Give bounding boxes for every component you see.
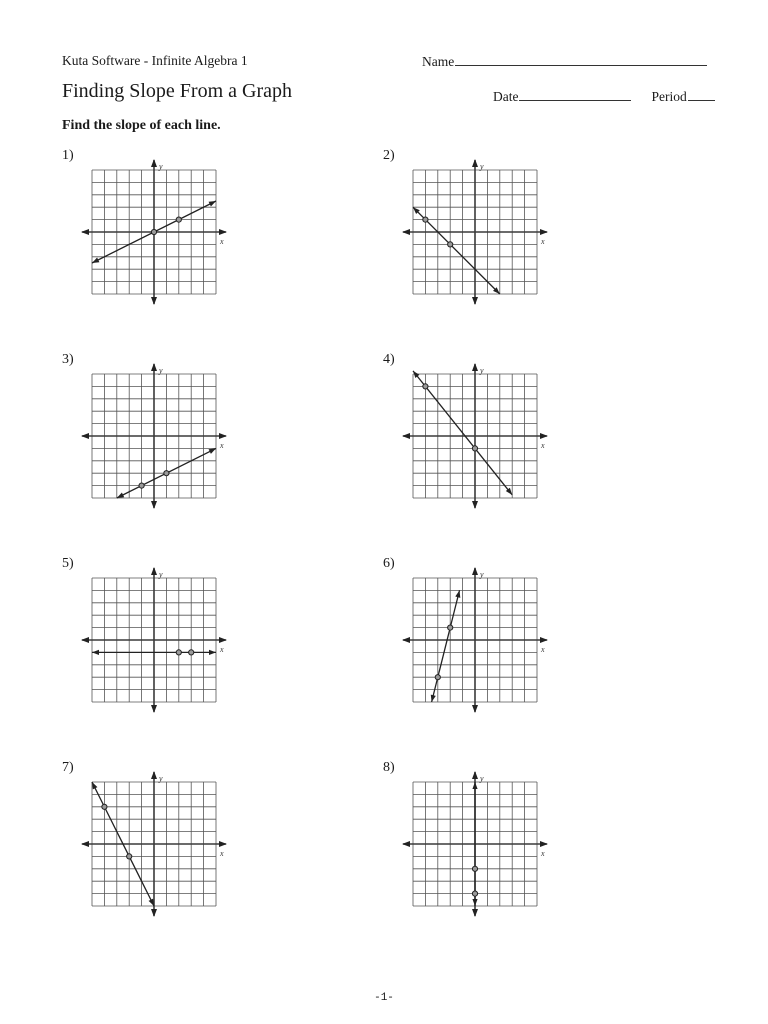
- y-axis-arrow-icon: [472, 909, 478, 917]
- line-arrow-icon: [431, 695, 436, 702]
- plotted-point: [139, 483, 144, 488]
- line-arrow-icon: [117, 493, 124, 498]
- x-axis-arrow-icon: [402, 229, 410, 235]
- line-arrow-icon: [149, 899, 154, 906]
- graph-svg: [80, 566, 228, 714]
- x-axis-arrow-icon: [402, 637, 410, 643]
- y-axis-arrow-icon: [151, 501, 157, 509]
- line-arrow-icon: [92, 782, 97, 789]
- name-label: Name: [422, 54, 455, 69]
- plotted-point: [435, 675, 440, 680]
- y-axis-arrow-icon: [472, 363, 478, 371]
- coordinate-graph: [80, 566, 228, 714]
- plotted-point: [164, 471, 169, 476]
- x-axis-arrow-icon: [402, 841, 410, 847]
- y-axis-arrow-icon: [151, 363, 157, 371]
- y-axis-label: y: [480, 366, 484, 375]
- x-axis-arrow-icon: [219, 433, 227, 439]
- coordinate-graph: [401, 158, 549, 306]
- x-axis-arrow-icon: [219, 229, 227, 235]
- y-axis-arrow-icon: [151, 909, 157, 917]
- problem-number: 1): [62, 148, 74, 163]
- problem-number: 3): [62, 352, 74, 367]
- graph-svg: [401, 362, 549, 510]
- plotted-point: [176, 217, 181, 222]
- line-arrow-icon: [209, 448, 216, 453]
- date-field[interactable]: [519, 88, 631, 101]
- plotted-point: [472, 891, 477, 896]
- period-field[interactable]: [688, 88, 715, 101]
- date-label: Date: [493, 89, 519, 104]
- worksheet-title: Finding Slope From a Graph: [62, 80, 292, 102]
- y-axis-arrow-icon: [472, 771, 478, 779]
- coordinate-graph: [80, 362, 228, 510]
- y-axis-arrow-icon: [472, 567, 478, 575]
- period-label: Period: [651, 89, 687, 104]
- y-axis-label: y: [480, 162, 484, 171]
- name-field-row: [422, 53, 707, 70]
- y-axis-arrow-icon: [151, 297, 157, 305]
- x-axis-arrow-icon: [81, 841, 89, 847]
- line-arrow-icon: [472, 899, 477, 906]
- x-axis-label: x: [220, 441, 224, 450]
- y-axis-label: y: [480, 570, 484, 579]
- graph-svg: [80, 770, 228, 918]
- x-axis-arrow-icon: [219, 637, 227, 643]
- y-axis-label: y: [159, 570, 163, 579]
- plotted-point: [448, 625, 453, 630]
- x-axis-label: x: [541, 441, 545, 450]
- y-axis-arrow-icon: [151, 567, 157, 575]
- problem-number: 6): [383, 556, 395, 571]
- y-axis-arrow-icon: [472, 159, 478, 167]
- plotted-point: [472, 866, 477, 871]
- plotted-point: [448, 242, 453, 247]
- line-arrow-icon: [209, 650, 216, 655]
- y-axis-label: y: [159, 162, 163, 171]
- y-axis-arrow-icon: [151, 159, 157, 167]
- graph-svg: [80, 158, 228, 306]
- line-arrow-icon: [455, 590, 460, 597]
- plotted-line: [432, 590, 460, 702]
- x-axis-arrow-icon: [540, 229, 548, 235]
- x-axis-label: x: [220, 237, 224, 246]
- x-axis-label: x: [541, 237, 545, 246]
- line-arrow-icon: [92, 258, 99, 263]
- plotted-point: [423, 384, 428, 389]
- plotted-point: [127, 854, 132, 859]
- date-period-row: [493, 88, 715, 105]
- graph-svg: [401, 566, 549, 714]
- y-axis-label: y: [159, 774, 163, 783]
- x-axis-label: x: [541, 849, 545, 858]
- problem-number: 4): [383, 352, 395, 367]
- x-axis-arrow-icon: [219, 841, 227, 847]
- line-arrow-icon: [92, 650, 99, 655]
- page-number: -1-: [374, 992, 394, 1004]
- line-arrow-icon: [472, 782, 477, 789]
- y-axis-arrow-icon: [472, 705, 478, 713]
- x-axis-arrow-icon: [540, 841, 548, 847]
- y-axis-label: y: [480, 774, 484, 783]
- coordinate-graph: [401, 566, 549, 714]
- x-axis-arrow-icon: [81, 433, 89, 439]
- publisher-label: Kuta Software - Infinite Algebra 1: [62, 53, 248, 68]
- plotted-point: [176, 650, 181, 655]
- problem-number: 7): [62, 760, 74, 775]
- y-axis-arrow-icon: [472, 501, 478, 509]
- graph-svg: [401, 158, 549, 306]
- x-axis-label: x: [220, 645, 224, 654]
- problem-number: 8): [383, 760, 395, 775]
- plotted-point: [472, 446, 477, 451]
- x-axis-arrow-icon: [540, 637, 548, 643]
- graph-svg: [401, 770, 549, 918]
- x-axis-arrow-icon: [540, 433, 548, 439]
- coordinate-graph: [80, 770, 228, 918]
- plotted-point: [102, 804, 107, 809]
- plotted-point: [151, 229, 156, 234]
- y-axis-arrow-icon: [151, 705, 157, 713]
- problem-number: 2): [383, 148, 395, 163]
- coordinate-graph: [80, 158, 228, 306]
- plotted-point: [189, 650, 194, 655]
- problem-number: 5): [62, 556, 74, 571]
- line-arrow-icon: [209, 201, 216, 206]
- x-axis-arrow-icon: [81, 229, 89, 235]
- name-field[interactable]: [455, 53, 707, 66]
- x-axis-label: x: [541, 645, 545, 654]
- instructions: Find the slope of each line.: [62, 118, 221, 133]
- y-axis-arrow-icon: [151, 771, 157, 779]
- plotted-point: [423, 217, 428, 222]
- graph-svg: [80, 362, 228, 510]
- y-axis-label: y: [159, 366, 163, 375]
- x-axis-arrow-icon: [81, 637, 89, 643]
- y-axis-arrow-icon: [472, 297, 478, 305]
- x-axis-label: x: [220, 849, 224, 858]
- x-axis-arrow-icon: [402, 433, 410, 439]
- coordinate-graph: [401, 362, 549, 510]
- coordinate-graph: [401, 770, 549, 918]
